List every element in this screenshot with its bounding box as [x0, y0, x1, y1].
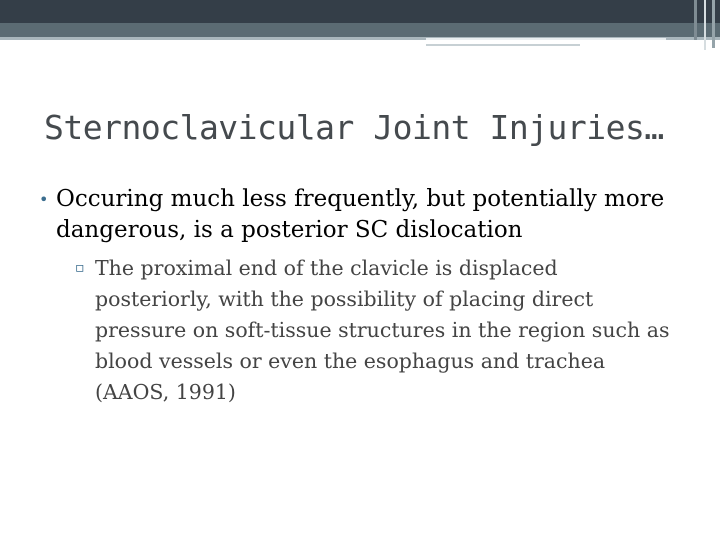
header-accent-line — [426, 44, 580, 46]
sub-bullet-marker: ▫ — [75, 260, 85, 276]
bullet-item — [39, 184, 666, 246]
sub-bullet-text: The proximal end of the clavicle is displaced posteriorly, with the possibility of placing direct pressure on soft-tissue structures in the region such as blood vessels or even the esophagus and trachea (AAOS, 1991) — [95, 256, 670, 404]
header-accent-line — [426, 38, 666, 40]
header-accent-tick — [712, 0, 715, 48]
bullet-marker: • — [39, 190, 49, 209]
sub-bullet-item — [75, 253, 675, 408]
header-accent-tick — [704, 0, 706, 50]
slide-title: Sternoclavicular Joint Injuries… — [44, 108, 664, 147]
header-band-mid — [0, 23, 720, 37]
header-band-dark — [0, 0, 720, 23]
header-accent-tick — [694, 0, 697, 40]
bullet-text: Occuring much less frequently, but potentially more dangerous, is a posterior SC dislocation — [56, 186, 665, 243]
